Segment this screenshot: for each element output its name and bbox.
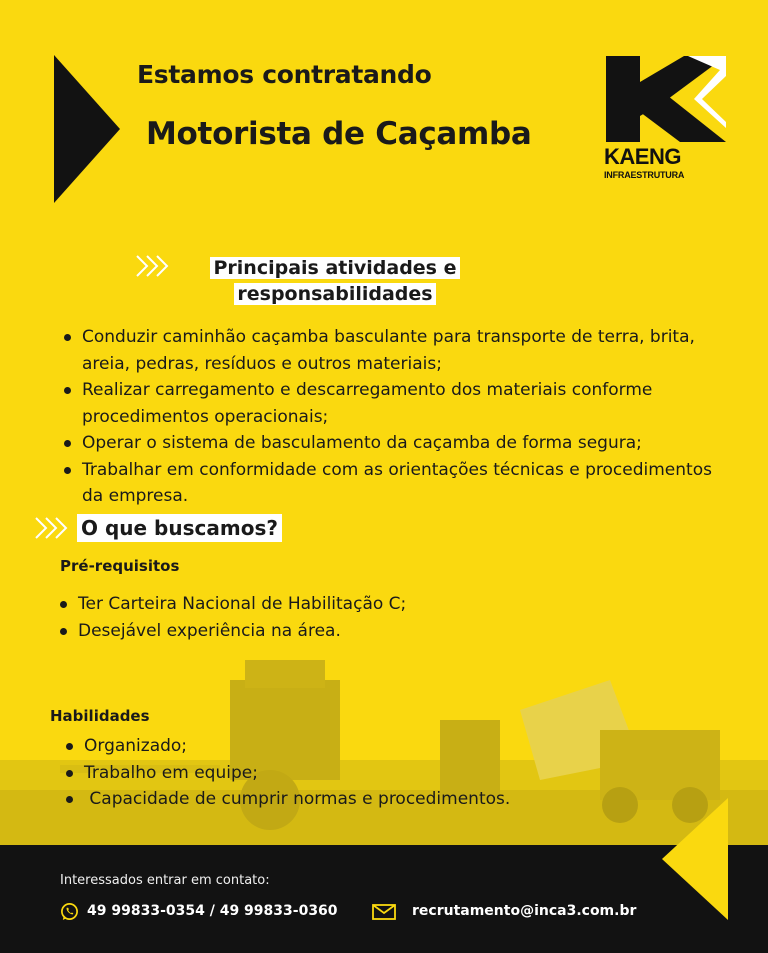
responsibilities-list — [62, 324, 722, 510]
hiring-heading: Estamos contratando — [137, 60, 432, 89]
list-item-text: Conduzir caminhão caçamba basculante para transporte de terra, brita, areia, pedras, resíduos e outros materiais; — [82, 327, 695, 374]
list-item — [62, 324, 722, 377]
decorative-triangle-right — [662, 798, 728, 920]
logo-subtitle: INFRAESTRUTURA — [604, 170, 685, 180]
whatsapp-icon — [60, 902, 79, 921]
contact-footer — [0, 845, 768, 953]
list-item — [62, 377, 722, 430]
bullet-icon — [60, 601, 67, 608]
role-title: Motorista de Caçamba — [146, 116, 532, 152]
list-item-text: Trabalho em equipe; — [84, 762, 258, 783]
company-logo — [604, 56, 728, 184]
prerequisites-list — [58, 591, 558, 644]
bullet-icon — [60, 628, 67, 635]
list-item — [62, 457, 722, 510]
logo-name: KAENG — [604, 144, 681, 169]
responsibilities-title-line2: responsabilidades — [234, 283, 435, 305]
list-item — [64, 786, 624, 813]
bullet-icon — [64, 440, 71, 447]
mail-icon — [372, 904, 396, 920]
responsibilities-title — [200, 255, 470, 307]
responsibilities-title-line1: Principais atividades e — [210, 257, 459, 279]
list-item-text: Capacidade de cumprir normas e procedimentos. — [84, 789, 511, 809]
list-item-text: Trabalhar em conformidade com as orientações técnicas e procedimentos da empresa. — [82, 459, 712, 506]
list-item — [62, 430, 722, 457]
prerequisites-title: Pré-requisitos — [60, 557, 180, 575]
skills-list — [64, 733, 624, 813]
decorative-triangle-left — [54, 55, 120, 203]
chevrons-icon — [34, 516, 70, 540]
list-item — [58, 591, 558, 618]
list-item — [64, 760, 624, 787]
list-item — [58, 618, 558, 645]
list-item-text: Organizado; — [84, 736, 188, 756]
email-link[interactable]: recrutamento@inca3.com.br — [412, 903, 637, 919]
skills-title: Habilidades — [50, 707, 150, 725]
chevrons-icon — [135, 254, 171, 278]
seeking-title: O que buscamos? — [77, 514, 282, 542]
bullet-icon — [64, 387, 71, 394]
bullet-icon — [64, 467, 71, 474]
list-item-text: Desejável experiência na área. — [78, 620, 341, 641]
list-item — [64, 733, 624, 760]
bullet-icon — [66, 796, 73, 803]
list-item-text: Realizar carregamento e descarregamento dos materiais conforme procedimentos operacionais; — [82, 380, 653, 427]
bullet-icon — [66, 770, 73, 777]
bullet-icon — [66, 743, 73, 750]
list-item-text: Operar o sistema de basculamento da caçamba de forma segura; — [82, 433, 642, 453]
kaeng-logo-icon — [606, 56, 726, 142]
bullet-icon — [64, 334, 71, 341]
list-item-text: Ter Carteira Nacional de Habilitação C; — [78, 594, 407, 614]
phone-numbers[interactable]: 49 99833-0354 / 49 99833-0360 — [87, 903, 338, 919]
contact-label: Interessados entrar em contato: — [60, 873, 270, 888]
